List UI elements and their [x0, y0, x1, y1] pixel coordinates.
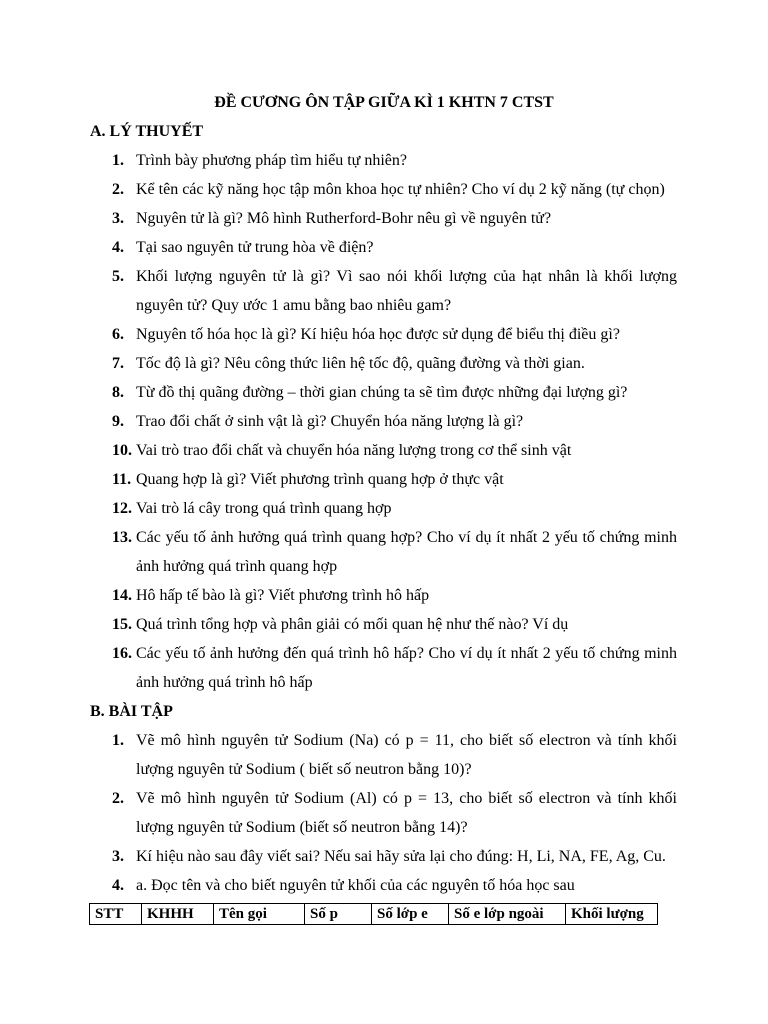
table-header-cell: Số lớp e	[372, 904, 449, 925]
item-number: 3.	[112, 210, 124, 227]
list-item	[0, 726, 677, 784]
item-text: Trình bày phương pháp tìm hiểu tự nhiên?	[136, 152, 407, 169]
item-number: 2.	[112, 181, 124, 198]
item-number: 5.	[112, 268, 124, 285]
list-item	[0, 175, 677, 204]
item-number: 11.	[112, 471, 132, 488]
item-text: Các yếu tố ảnh hưởng quá trình quang hợp? Cho ví dụ ít nhất 2 yếu tố chứng minh ảnh hưởng quá trình quang hợp	[136, 529, 677, 575]
list-item	[0, 871, 677, 900]
item-number: 7.	[112, 355, 124, 372]
item-text: Quá trình tổng hợp và phân giải có mối quan hệ như thế nào? Ví dụ	[136, 616, 569, 633]
item-text: Các yếu tố ảnh hưởng đến quá trình hô hấp? Cho ví dụ ít nhất 2 yếu tố chứng minh ảnh hưởng quá trình hô hấp	[136, 645, 677, 691]
list-item	[0, 233, 677, 262]
item-number: 14.	[112, 587, 132, 604]
item-text: Từ đồ thị quãng đường – thời gian chúng ta sẽ tìm được những đại lượng gì?	[136, 384, 628, 401]
list-item	[0, 320, 677, 349]
item-text: Kể tên các kỹ năng học tập môn khoa học tự nhiên? Cho ví dụ 2 kỹ năng (tự chọn)	[136, 181, 665, 198]
list-item	[0, 523, 677, 581]
section-a-heading: A. LÝ THUYẾT	[90, 123, 204, 140]
list-item	[0, 204, 677, 233]
item-number: 2.	[112, 790, 124, 807]
item-number: 1.	[112, 732, 124, 749]
item-text: Vẽ mô hình nguyên tử Sodium (Na) có p = 11, cho biết số electron và tính khối lượng nguyên tử Sodium ( biết số neutron bằng 10)?	[136, 732, 677, 778]
table-header-cell: Số e lớp ngoài	[449, 904, 566, 925]
list-item	[0, 610, 677, 639]
list-item	[0, 465, 677, 494]
table-header-cell: Tên gọi	[214, 904, 305, 925]
item-text: Nguyên tố hóa học là gì? Kí hiệu hóa học được sử dụng để biểu thị điều gì?	[136, 326, 620, 343]
list-item	[0, 436, 677, 465]
item-number: 1.	[112, 152, 124, 169]
table-header-cell: Khối lượng	[566, 904, 658, 925]
page-title: ĐỀ CƯƠNG ÔN TẬP GIỮA KÌ 1 KHTN 7 CTST	[214, 94, 554, 111]
item-number: 4.	[112, 239, 124, 256]
item-text: Khối lượng nguyên tử là gì? Vì sao nói khối lượng của hạt nhân là khối lượng nguyên tử? Quy ước 1 amu bằng bao nhiêu gam?	[136, 268, 677, 314]
list-item	[0, 494, 677, 523]
list-item	[0, 639, 677, 697]
element-table	[89, 903, 658, 925]
item-text: Vai trò lá cây trong quá trình quang hợp	[136, 500, 392, 517]
item-number: 4.	[112, 877, 124, 894]
item-number: 12.	[112, 500, 132, 517]
list-item	[0, 349, 677, 378]
table-header-cell: STT	[90, 904, 142, 925]
section-b-heading: B. BÀI TẬP	[90, 703, 173, 720]
item-number: 13.	[112, 529, 132, 546]
table-header-cell: Số p	[305, 904, 372, 925]
item-text: Tại sao nguyên tử trung hòa về điện?	[136, 239, 374, 256]
item-text: Tốc độ là gì? Nêu công thức liên hệ tốc độ, quãng đường và thời gian.	[136, 355, 585, 372]
item-text: a. Đọc tên và cho biết nguyên tử khối của các nguyên tố hóa học sau	[136, 877, 575, 894]
list-item	[0, 581, 677, 610]
item-text: Kí hiệu nào sau đây viết sai? Nếu sai hãy sửa lại cho đúng: H, Li, NA, FE, Ag, Cu.	[136, 848, 666, 865]
item-number: 16.	[112, 645, 132, 662]
item-number: 15.	[112, 616, 132, 633]
theory-question-list	[0, 146, 768, 697]
list-item	[0, 784, 677, 842]
exercise-list	[0, 726, 768, 900]
list-item	[0, 842, 677, 871]
table-header-row	[90, 904, 658, 925]
item-text: Quang hợp là gì? Viết phương trình quang hợp ở thực vật	[136, 471, 504, 488]
item-text: Nguyên tử là gì? Mô hình Rutherford-Bohr nêu gì về nguyên tử?	[136, 210, 552, 227]
item-text: Hô hấp tế bào là gì? Viết phương trình hô hấp	[136, 587, 430, 604]
item-text: Vẽ mô hình nguyên tử Sodium (Al) có p = 13, cho biết số electron và tính khối lượng nguyên tử Sodium (biết số neutron bằng 14)?	[136, 790, 677, 836]
item-number: 6.	[112, 326, 124, 343]
item-text: Vai trò trao đổi chất và chuyển hóa năng lượng trong cơ thể sinh vật	[136, 442, 572, 459]
table-header-cell: KHHH	[142, 904, 214, 925]
list-item	[0, 262, 677, 320]
item-number: 8.	[112, 384, 124, 401]
item-text: Trao đổi chất ở sinh vật là gì? Chuyển hóa năng lượng là gì?	[136, 413, 524, 430]
item-number: 10.	[112, 442, 132, 459]
item-number: 9.	[112, 413, 124, 430]
list-item	[0, 407, 677, 436]
list-item	[0, 146, 677, 175]
item-number: 3.	[112, 848, 124, 865]
list-item	[0, 378, 677, 407]
